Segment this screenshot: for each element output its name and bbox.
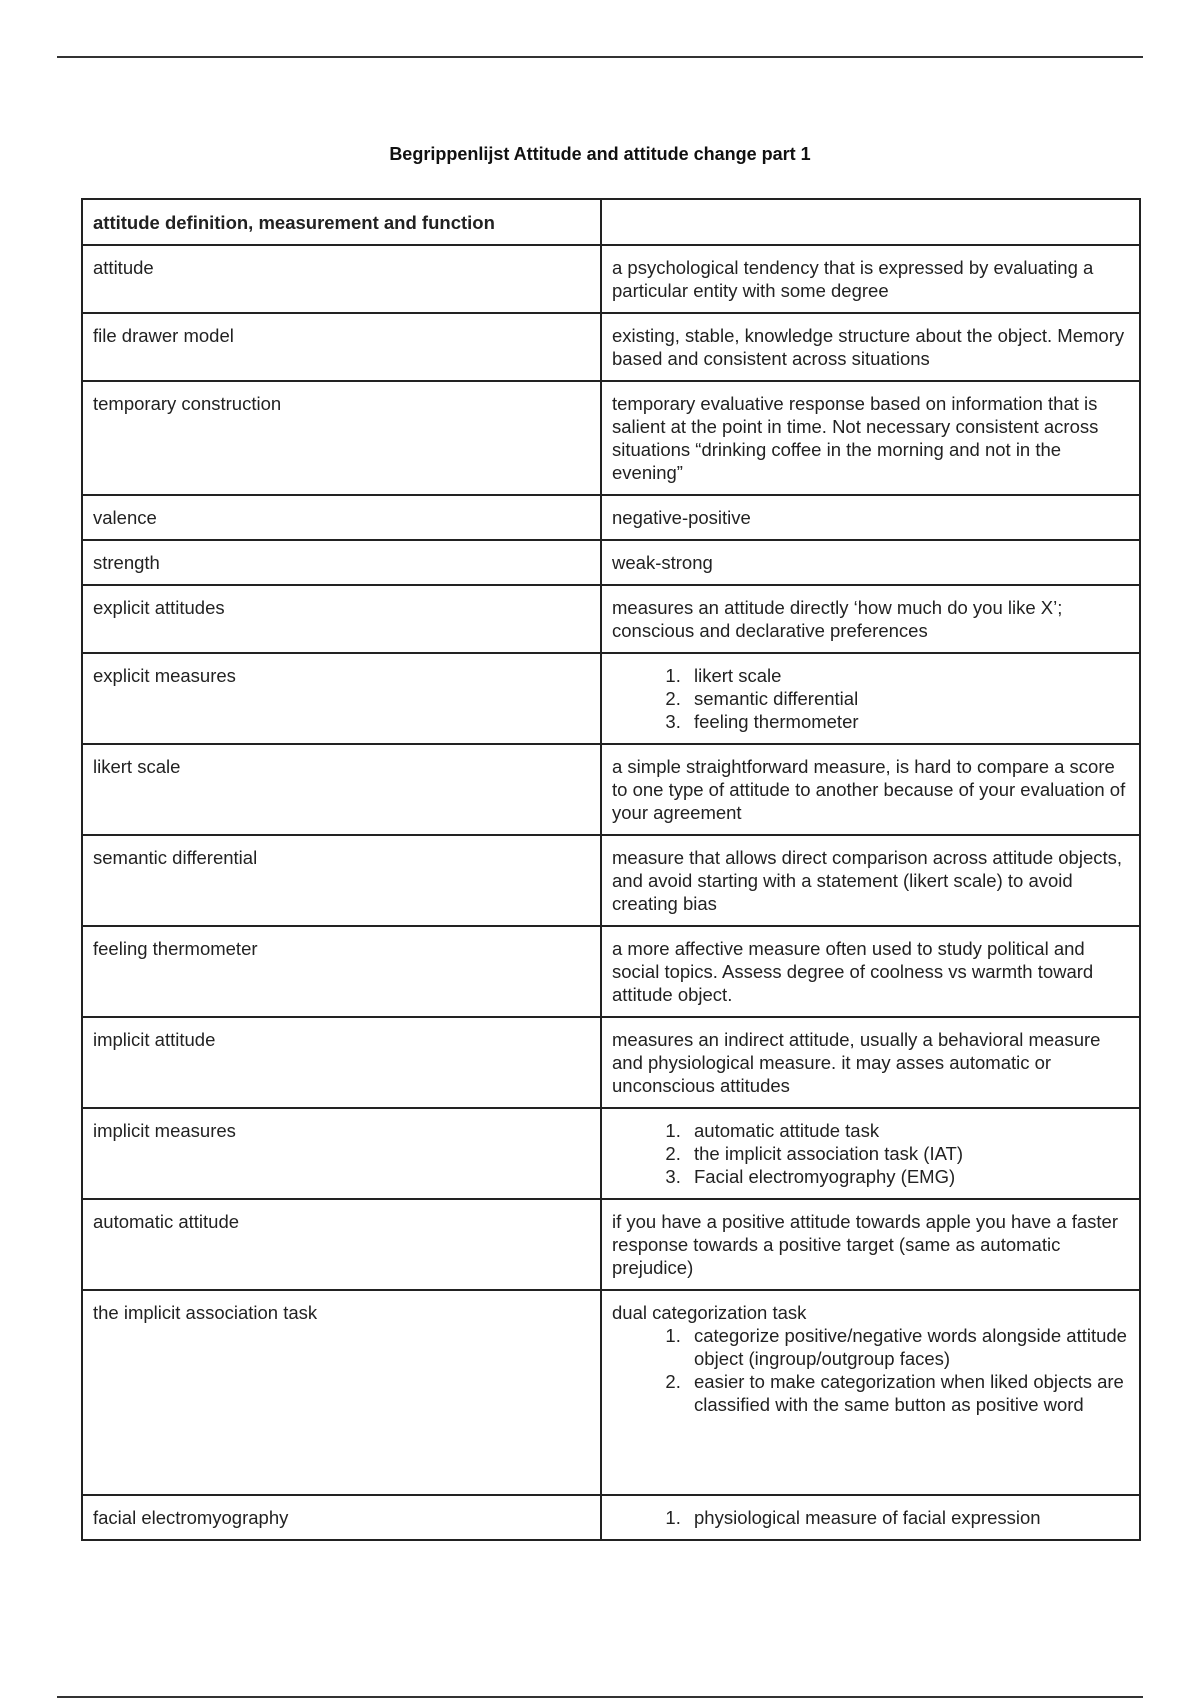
- list-item: 2. the implicit association task (IAT): [686, 1142, 1129, 1165]
- term-cell: facial electromyography: [82, 1495, 601, 1540]
- definition-cell: if you have a positive attitude towards apple you have a faster response towards a positive target (same as automatic prejudice): [601, 1199, 1140, 1290]
- list-item: 1. automatic attitude task: [686, 1119, 1129, 1142]
- table-row: [82, 653, 1140, 744]
- definition-cell: measures an attitude directly ‘how much do you like X’; conscious and declarative preferences: [601, 585, 1140, 653]
- numbered-list: [612, 1119, 1129, 1188]
- numbered-list: [612, 1324, 1129, 1416]
- page-title: Begrippenlijst Attitude and attitude change part 1: [389, 144, 811, 164]
- definition-cell: a psychological tendency that is expressed by evaluating a particular entity with some degree: [601, 245, 1140, 313]
- bottom-rule: [57, 1696, 1143, 1698]
- definition-cell: [601, 1290, 1140, 1495]
- definition-text: dual categorization task: [612, 1302, 807, 1323]
- definition-cell: existing, stable, knowledge structure about the object. Memory based and consistent across situations: [601, 313, 1140, 381]
- definition-cell: [601, 1495, 1140, 1540]
- table-header-empty-cell: [601, 199, 1140, 245]
- table-row: [82, 585, 1140, 653]
- table-row: [82, 540, 1140, 585]
- list-item: 2. semantic differential: [686, 687, 1129, 710]
- table-row: [82, 381, 1140, 495]
- term-cell: file drawer model: [82, 313, 601, 381]
- term-cell: implicit attitude: [82, 1017, 601, 1108]
- table-header-row: [82, 199, 1140, 245]
- table-row: [82, 1290, 1140, 1495]
- term-cell: explicit attitudes: [82, 585, 601, 653]
- table-row: [82, 1495, 1140, 1540]
- top-rule: [57, 56, 1143, 58]
- table-header-cell: attitude definition, measurement and function: [82, 199, 601, 245]
- glossary-table: [81, 198, 1141, 1541]
- table-row: [82, 313, 1140, 381]
- definition-cell: measures an indirect attitude, usually a behavioral measure and physiological measure. it may asses automatic or unconscious attitudes: [601, 1017, 1140, 1108]
- term-cell: temporary construction: [82, 381, 601, 495]
- term-cell: likert scale: [82, 744, 601, 835]
- table-row: [82, 926, 1140, 1017]
- term-cell: semantic differential: [82, 835, 601, 926]
- list-item: 1. physiological measure of facial expression: [686, 1506, 1129, 1529]
- table-row: [82, 835, 1140, 926]
- term-cell: implicit measures: [82, 1108, 601, 1199]
- definition-cell: temporary evaluative response based on information that is salient at the point in time. Not necessary consistent across situations “drinking coffee in the morning and not in the evening”: [601, 381, 1140, 495]
- term-cell: attitude: [82, 245, 601, 313]
- table-row: [82, 495, 1140, 540]
- list-item: 1. likert scale: [686, 664, 1129, 687]
- term-cell: feeling thermometer: [82, 926, 601, 1017]
- term-cell: valence: [82, 495, 601, 540]
- term-cell: automatic attitude: [82, 1199, 601, 1290]
- definition-cell: negative-positive: [601, 495, 1140, 540]
- definition-cell: a more affective measure often used to study political and social topics. Assess degree of coolness vs warmth toward attitude object.: [601, 926, 1140, 1017]
- definition-cell: [601, 1108, 1140, 1199]
- table-row: [82, 1199, 1140, 1290]
- list-item: 3. Facial electromyography (EMG): [686, 1165, 1129, 1188]
- numbered-list: [612, 664, 1129, 733]
- definition-cell: measure that allows direct comparison across attitude objects, and avoid starting with a statement (likert scale) to avoid creating bias: [601, 835, 1140, 926]
- list-item: 1. categorize positive/negative words alongside attitude object (ingroup/outgroup faces): [686, 1324, 1129, 1370]
- list-item: 2. easier to make categorization when liked objects are classified with the same button as positive word: [686, 1370, 1129, 1416]
- definition-cell: [601, 653, 1140, 744]
- numbered-list: [612, 1506, 1129, 1529]
- term-cell: explicit measures: [82, 653, 601, 744]
- table-row: [82, 245, 1140, 313]
- table-row: [82, 1017, 1140, 1108]
- definition-cell: a simple straightforward measure, is hard to compare a score to one type of attitude to another because of your evaluation of your agreement: [601, 744, 1140, 835]
- table-row: [82, 744, 1140, 835]
- table-row: [82, 1108, 1140, 1199]
- term-cell: strength: [82, 540, 601, 585]
- term-cell: the implicit association task: [82, 1290, 601, 1495]
- list-item: 3. feeling thermometer: [686, 710, 1129, 733]
- definition-cell: weak-strong: [601, 540, 1140, 585]
